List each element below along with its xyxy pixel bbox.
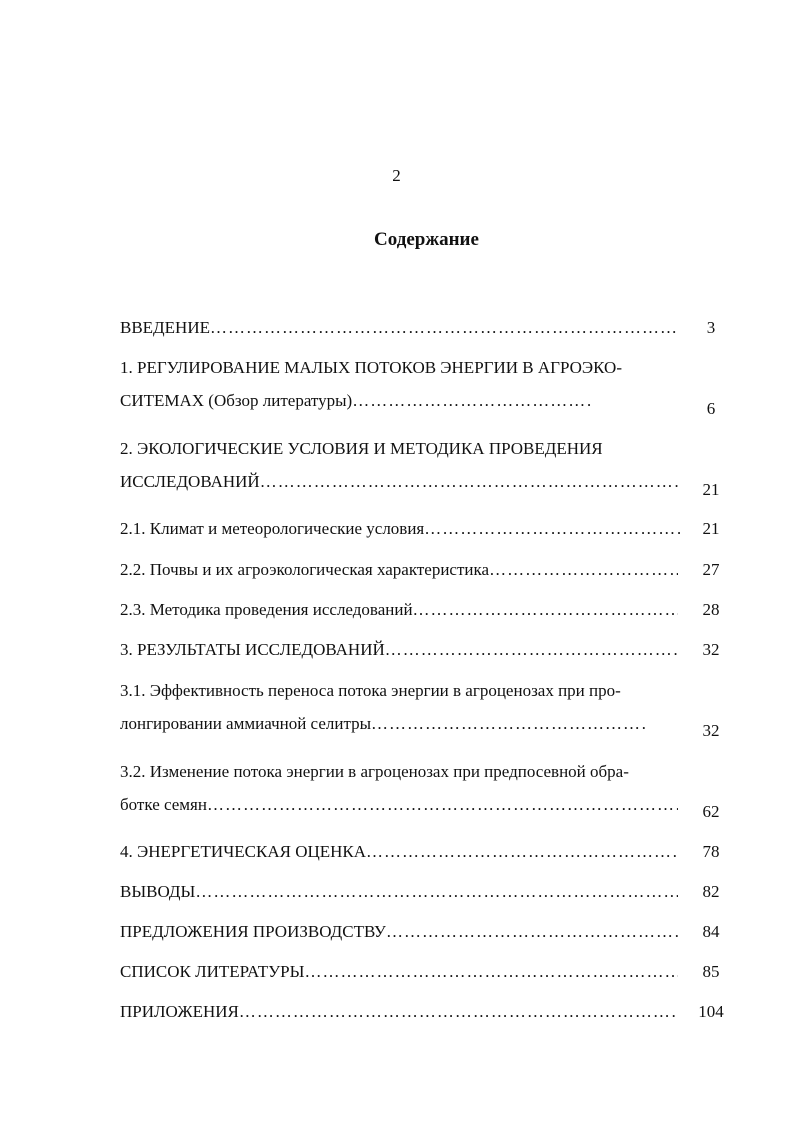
toc-entry-section-2-1[interactable] [120, 519, 680, 539]
toc-entry-section-3-2[interactable] [120, 795, 678, 815]
toc-entry-label: ПРИЛОЖЕНИЯ [120, 1002, 239, 1021]
toc-page-number: 78 [702, 842, 720, 861]
page-number: 2 [392, 166, 401, 185]
toc-page-number: 6 [706, 399, 716, 418]
toc-entry-section-2[interactable] [120, 472, 678, 492]
toc-entry-label: 2.3. Методика проведения исследований [120, 600, 413, 619]
toc-entry-conclusions[interactable] [120, 882, 678, 902]
leader-dots [260, 472, 678, 492]
toc-entry-appendices[interactable] [120, 1002, 678, 1022]
toc-entry-label: ИССЛЕДОВАНИЙ [120, 472, 260, 491]
toc-entry-intro[interactable] [120, 318, 678, 338]
toc-entry-section-3-2-line1[interactable]: 3.2. Изменение потока энергии в агроценозах при предпосевной обра- [120, 762, 629, 781]
toc-page-number: 82 [702, 882, 720, 901]
toc-entry-label: ВЫВОДЫ [120, 882, 196, 901]
toc-entry-label: 2.2. Почвы и их агроэкологическая характеристика [120, 560, 490, 579]
toc-page-number: 3 [706, 318, 716, 337]
toc-entry-label: 2.1. Климат и метеорологические условия [120, 519, 425, 538]
toc-page-number: 27 [702, 560, 720, 579]
leader-dots [371, 714, 646, 734]
leader-dots [366, 842, 678, 862]
toc-entry-section-3-1[interactable] [120, 714, 646, 734]
toc-page-number: 32 [702, 640, 720, 659]
toc-page-number: 104 [698, 1002, 724, 1021]
page-title: Содержание [374, 229, 479, 250]
toc-entry-proposals[interactable] [120, 922, 678, 942]
leader-dots [210, 318, 678, 338]
toc-page-number: 84 [702, 922, 720, 941]
leader-dots [385, 640, 678, 660]
toc-entry-section-2-3[interactable] [120, 600, 678, 620]
toc-page-number: 28 [702, 600, 720, 619]
toc-entry-label: ВВЕДЕНИЕ [120, 318, 210, 337]
toc-entry-section-1-line1[interactable]: 1. РЕГУЛИРОВАНИЕ МАЛЫХ ПОТОКОВ ЭНЕРГИИ В АГРОЭКО- [120, 358, 622, 377]
toc-entry-section-1[interactable] [120, 391, 592, 411]
toc-entry-section-2-2[interactable] [120, 560, 678, 580]
toc-entry-references[interactable] [120, 962, 678, 982]
leader-dots [207, 795, 678, 815]
leader-dots [195, 882, 678, 902]
toc-entry-section-2-line1[interactable]: 2. ЭКОЛОГИЧЕСКИЕ УСЛОВИЯ И МЕТОДИКА ПРОВЕДЕНИЯ [120, 439, 603, 458]
leader-dots [424, 519, 680, 539]
toc-page-number: 62 [702, 802, 720, 821]
leader-dots [304, 962, 678, 982]
toc-entry-label: СПИСОК ЛИТЕРАТУРЫ [120, 962, 305, 981]
toc-entry-label: 3. РЕЗУЛЬТАТЫ ИССЛЕДОВАНИЙ [120, 640, 385, 659]
toc-entry-section-3-1-line1[interactable]: 3.1. Эффективность переноса потока энергии в агроценозах при про- [120, 681, 621, 700]
toc-entry-label: ботке семян [120, 795, 207, 814]
toc-entry-label: лонгировании аммиачной селитры [120, 714, 371, 733]
toc-page-number: 21 [702, 519, 720, 538]
toc-entry-section-4[interactable] [120, 842, 678, 862]
toc-entry-label: ПРЕДЛОЖЕНИЯ ПРОИЗВОДСТВУ [120, 922, 386, 941]
leader-dots [352, 391, 592, 411]
toc-entry-label: 4. ЭНЕРГЕТИЧЕСКАЯ ОЦЕНКА [120, 842, 367, 861]
toc-page-number: 21 [702, 480, 720, 499]
toc-page-number: 32 [702, 721, 720, 740]
leader-dots [413, 600, 678, 620]
toc-entry-label: СИТЕМАХ (Обзор литературы) [120, 391, 353, 410]
leader-dots [239, 1002, 678, 1022]
leader-dots [489, 560, 678, 580]
toc-page-number: 85 [702, 962, 720, 981]
leader-dots [386, 922, 678, 942]
toc-entry-section-3[interactable] [120, 640, 678, 660]
